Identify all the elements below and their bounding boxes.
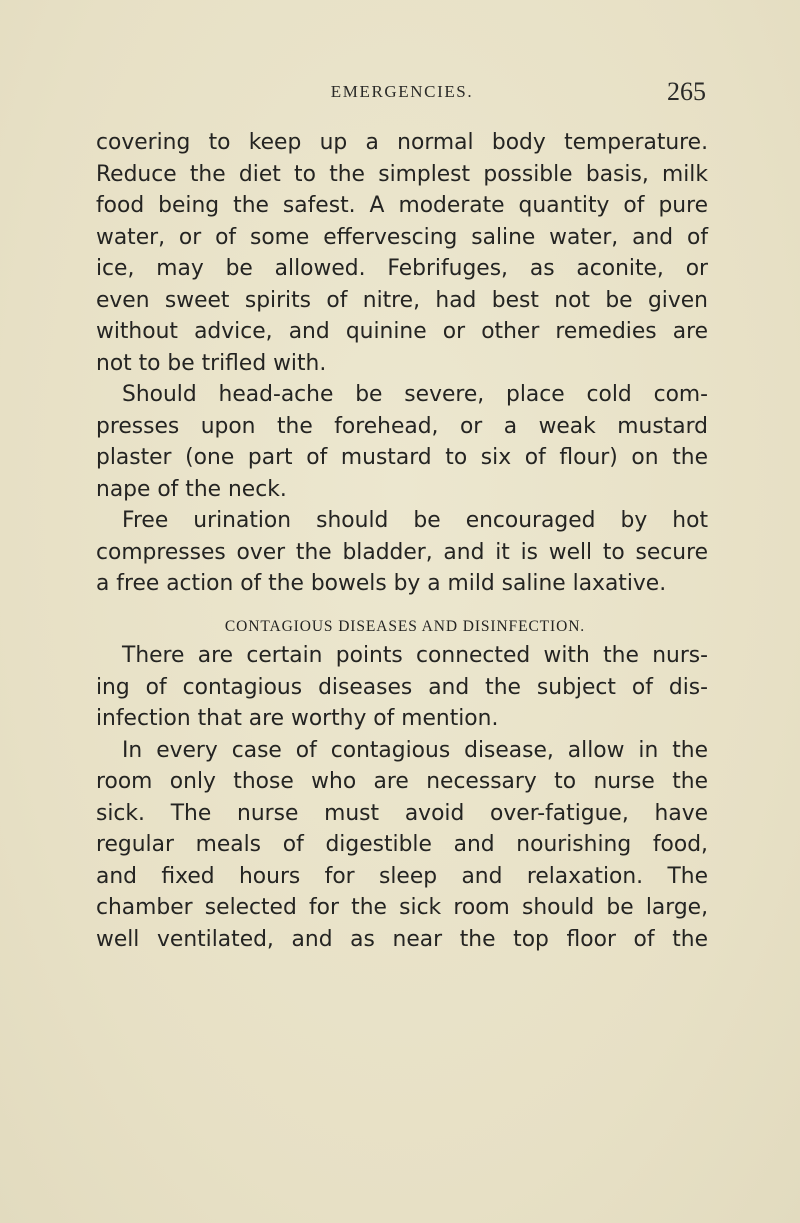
text-line: well ventilated, and as near the top floor of the (96, 926, 708, 952)
running-head: EMERGENCIES. (330, 82, 474, 101)
text-line: chamber selected for the sick room should be large, (96, 895, 708, 920)
page-header (96, 77, 708, 110)
text-line: compresses over the bladder, and it is well to secure (96, 539, 708, 565)
section-heading: CONTAGIOUS DISEASES AND DISINFECTION. (224, 617, 586, 635)
page-number: 265 (667, 77, 706, 106)
text-line: room only those who are necessary to nurse the (96, 769, 708, 794)
text-line: Free urination should be encouraged by hot (122, 508, 708, 533)
text-line: nape of the neck. (96, 476, 287, 502)
text-line: covering to keep up a normal body temperature. (96, 130, 708, 155)
text-line: Reduce the diet to the simplest possible basis, milk (96, 161, 708, 187)
paragraph (96, 640, 708, 735)
text-line: presses upon the forehead, or a weak mustard (96, 413, 708, 439)
text-line: regular meals of digestible and nourishing food, (96, 832, 708, 857)
text-line: plaster (one part of mustard to six of flour) on the (96, 445, 708, 470)
text-line: without advice, and quinine or other remedies are (96, 319, 708, 344)
page-body (96, 127, 708, 955)
text-line: In every case of contagious disease, allow in the (122, 737, 708, 763)
paragraph (96, 505, 708, 600)
text-line: food being the safest. A moderate quantity of pure (96, 193, 708, 218)
text-line: water, or of some effervescing saline water, and of (96, 224, 708, 250)
text-line: and fixed hours for sleep and relaxation. The (96, 863, 708, 889)
paragraph (96, 379, 708, 505)
text-line: ing of contagious diseases and the subject of dis- (96, 674, 708, 700)
text-line: infection that are worthy of mention. (96, 706, 499, 731)
paragraph (96, 735, 708, 956)
text-line: sick. The nurse must avoid over-fatigue, have (96, 800, 708, 826)
text-line: even sweet spirits of nitre, had best not be given (96, 287, 708, 313)
text-line: ice, may be allowed. Febrifuges, as aconite, or (96, 256, 708, 281)
text-line: There are certain points connected with the nurs- (122, 643, 708, 668)
text-line: a free action of the bowels by a mild saline laxative. (96, 571, 667, 596)
paragraph (96, 127, 708, 379)
text-line: Should head-ache be severe, place cold com- (122, 382, 708, 407)
text-line: not to be trifled with. (96, 350, 327, 376)
